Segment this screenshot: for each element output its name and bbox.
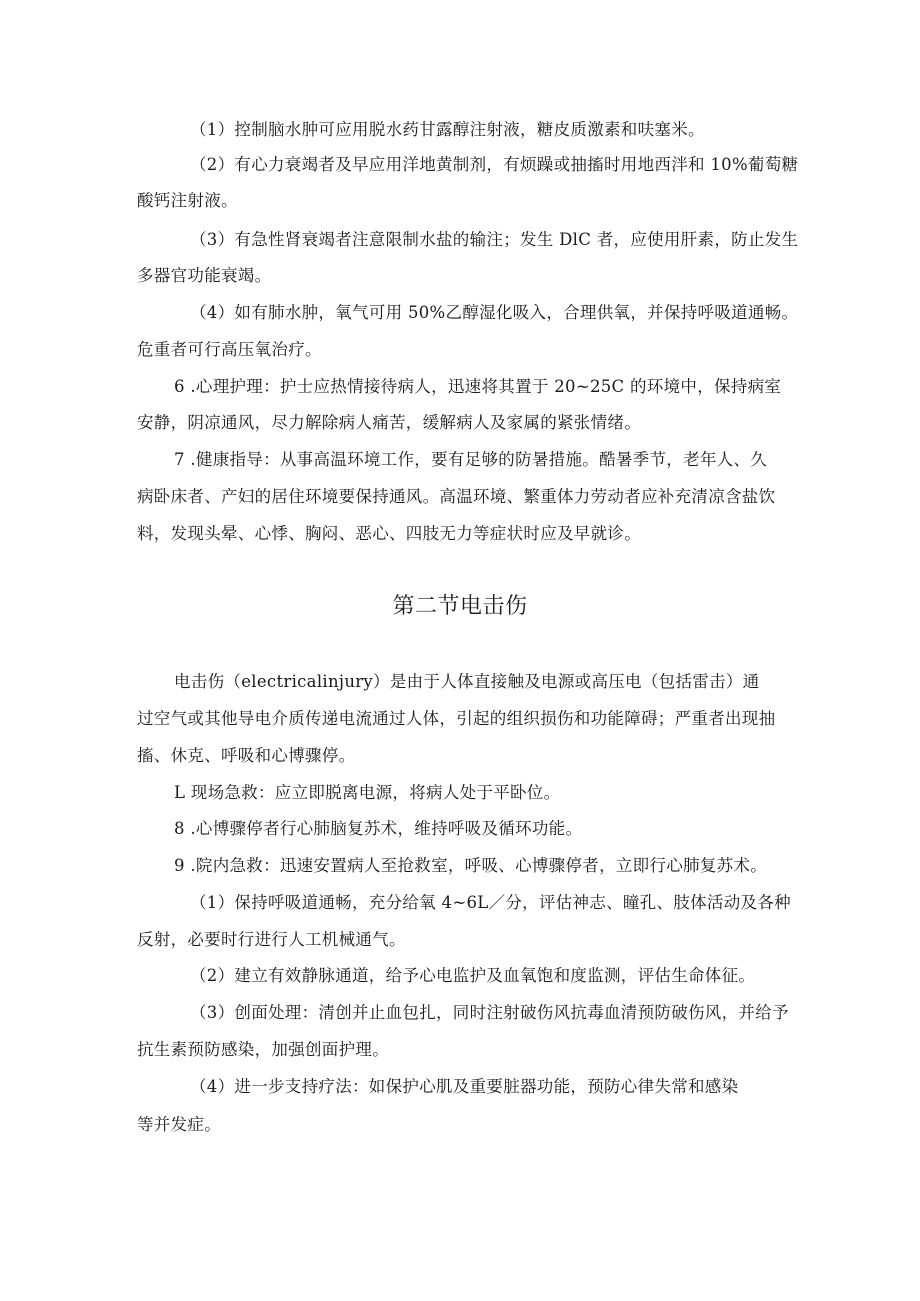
paragraph-line: （2）建立有效静脉通道，给予心电监护及血氧饱和度监测，评估生命体征。	[190, 966, 756, 985]
section-title: 第二节电击伤	[392, 594, 528, 619]
paragraph-line: L 现场急救：应立即脱离电源，将病人处于平卧位。	[174, 783, 561, 802]
paragraph-line: （3）有急性肾衰竭者注意限制水盐的输注；发生 DlC 者，应使用肝素，防止发生	[190, 230, 799, 249]
paragraph-line: （2）有心力衰竭者及早应用洋地黄制剂，有烦躁或抽搐时用地西泮和 10%葡萄糖	[190, 155, 799, 174]
paragraph-line: 病卧床者、产妇的居住环境要保持通风。高温环境、繁重体力劳动者应补充清凉含盐饮	[137, 487, 776, 506]
paragraph-line: 电击伤（electricalinjury）是由于人体直接触及电源或高压电（包括雷击）通	[174, 672, 760, 691]
paragraph-line: （1）控制脑水肿可应用脱水药甘露醇注射液，糖皮质激素和呋塞米。	[190, 120, 705, 139]
paragraph-line: 搐、休克、呼吸和心博骤停。	[137, 746, 356, 765]
paragraph-line: （1）保持呼吸道通畅，充分给氧 4~6L／分，评估神志、瞳孔、肢体活动及各种	[190, 893, 791, 912]
paragraph-line: 酸钙注射液。	[137, 191, 238, 210]
paragraph-line: 等并发症。	[137, 1115, 221, 1134]
paragraph-line: 安静，阴凉通风，尽力解除病人痛苦，缓解病人及家属的紧张情绪。	[137, 413, 641, 432]
paragraph-line: 7 .健康指导：从事高温环境工作，要有足够的防暑措施。酷暑季节，老年人、久	[174, 450, 768, 469]
paragraph-line: 8 .心博骤停者行心肺脑复苏术，维持呼吸及循环功能。	[174, 819, 583, 838]
paragraph-line: 9 .院内急救：迅速安置病人至抢救室，呼吸、心博骤停者，立即行心肺复苏术。	[174, 856, 768, 875]
paragraph-line: 反射，必要时行进行人工机械通气。	[137, 930, 406, 949]
paragraph-line: （4）如有肺水肿，氧气可用 50%乙醇湿化吸入，合理供氧，并保持呼吸道通畅。	[190, 303, 799, 322]
paragraph-line: 6 .心理护理：护士应热情接待病人，迅速将其置于 20~25C 的环境中，保持病室	[174, 377, 782, 396]
paragraph-line: 多器官功能衰竭。	[137, 266, 272, 285]
paragraph-line: 料，发现头晕、心悸、胸闷、恶心、四肢无力等症状时应及早就诊。	[137, 524, 641, 543]
paragraph-line: （3）创面处理：清创并止血包扎，同时注射破伤风抗毒血清预防破伤风，并给予	[190, 1003, 789, 1022]
paragraph-line: 过空气或其他导电介质传递电流通过人体，引起的组织损伤和功能障碍；严重者出现抽	[137, 709, 776, 728]
paragraph-line: （4）进一步支持疗法：如保护心肌及重要脏器功能，预防心律失常和感染	[190, 1077, 739, 1096]
paragraph-line: 抗生素预防感染，加强创面护理。	[137, 1040, 389, 1059]
paragraph-line: 危重者可行高压氧治疗。	[137, 340, 322, 359]
